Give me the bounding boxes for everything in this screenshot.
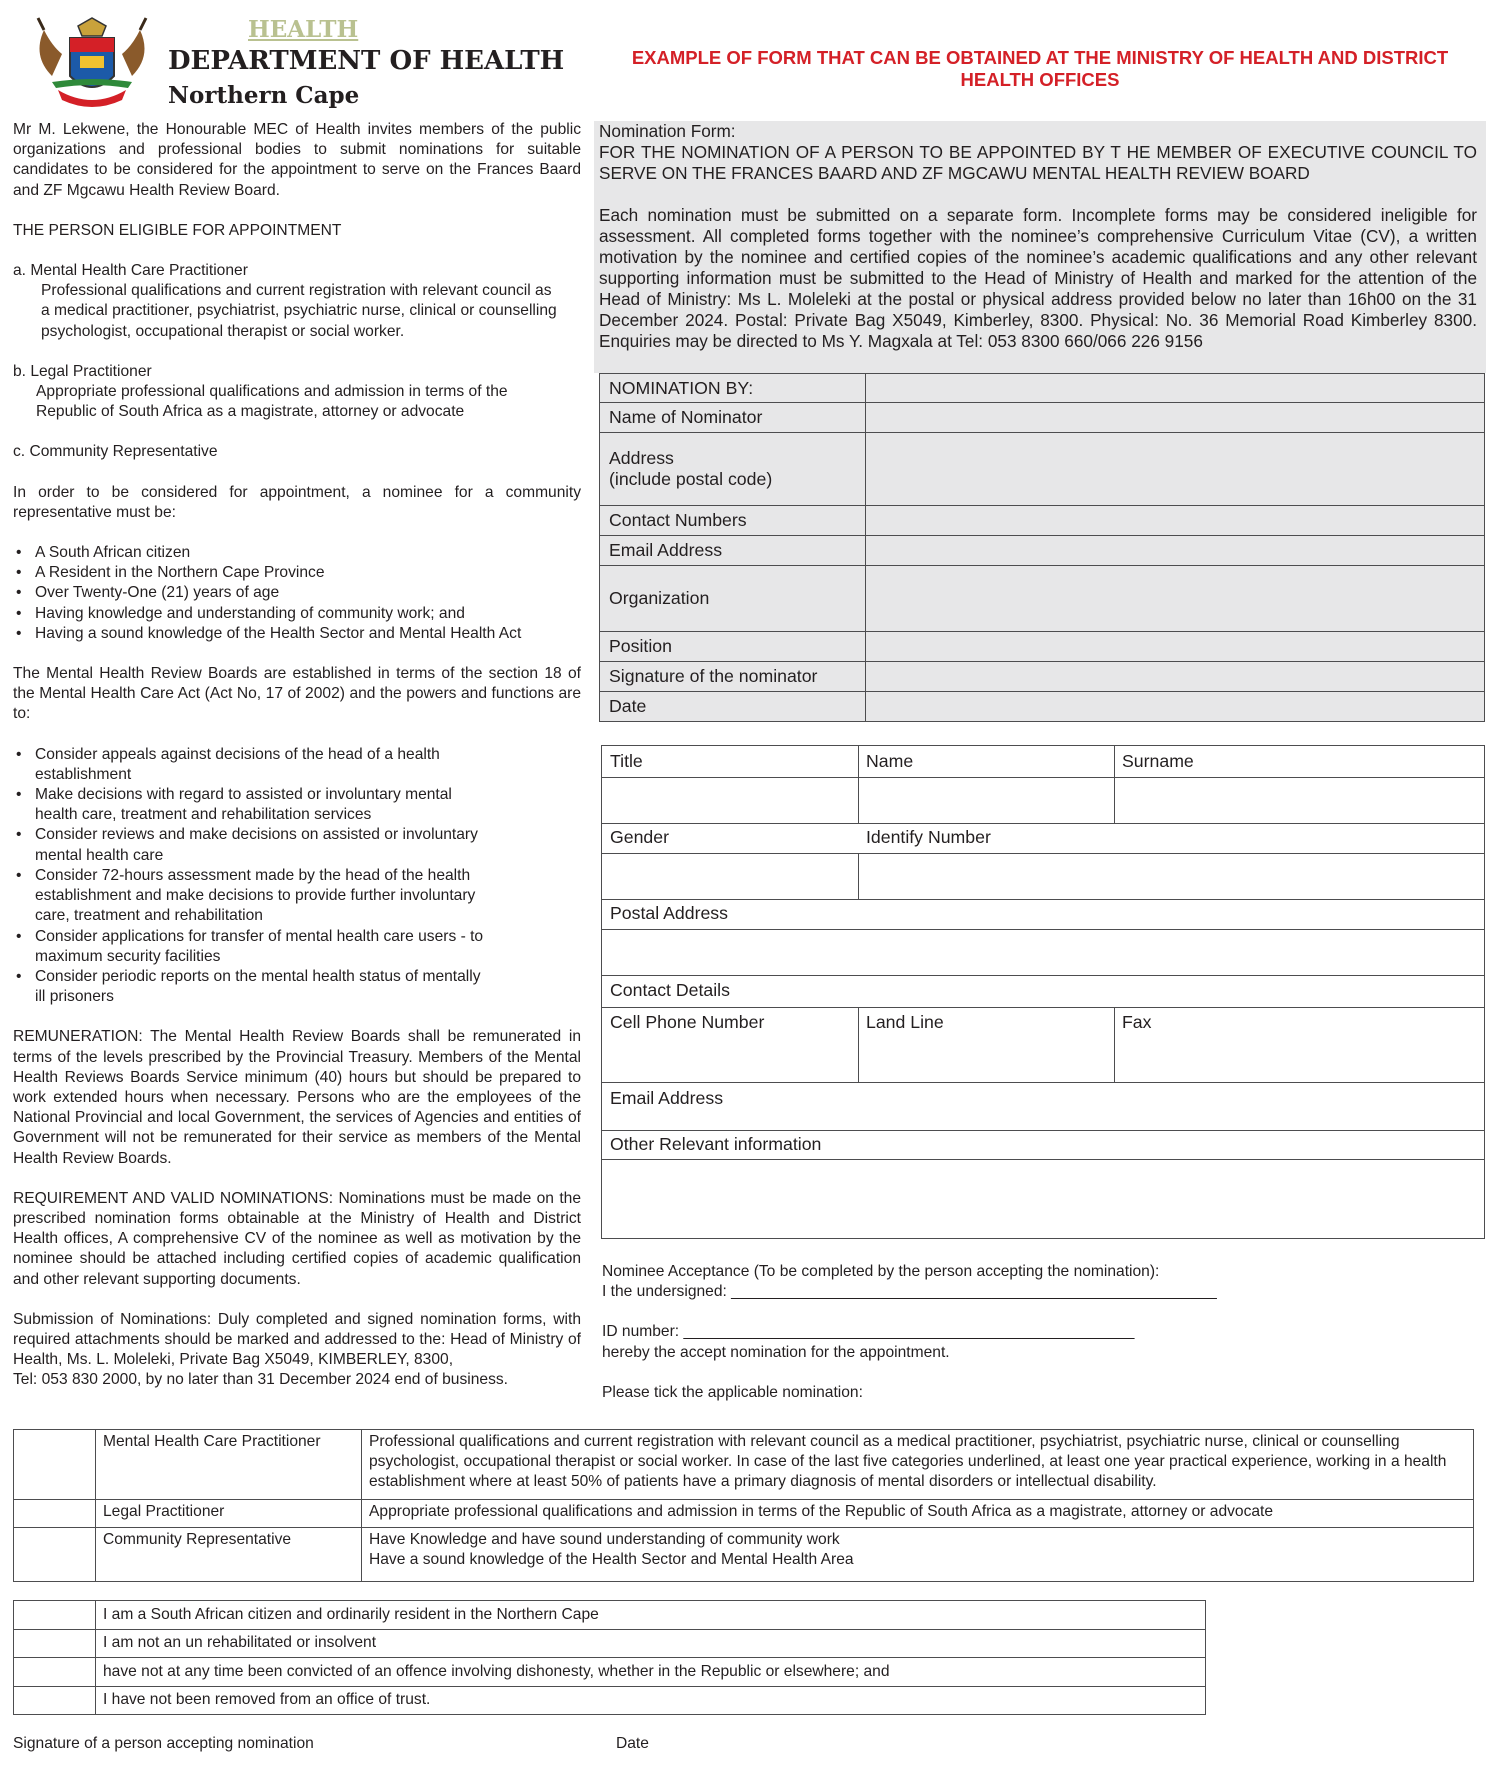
requirement-paragraph: REQUIREMENT AND VALID NOMINATIONS: Nominations must be made on the prescribed nomination forms obtainable at the Ministry of Health and District Health offices, A comprehensive CV of the nominee as well as motivation by the nominee should be attached including certified copies of academic qualification and other relevant supporting documents. xyxy=(13,1189,581,1288)
nominator-date-field[interactable] xyxy=(866,692,1485,722)
declaration-text: I have not been removed from an office of trust. xyxy=(96,1686,1206,1715)
nominator-date-label: Date xyxy=(600,692,866,722)
tick-box-community[interactable] xyxy=(14,1528,96,1582)
nominator-position-label: Position xyxy=(600,632,866,662)
contact-details-label: Contact Details xyxy=(610,980,730,1000)
list-item: • Having knowledge and understanding of community work; and xyxy=(13,604,581,624)
land-line-field[interactable] xyxy=(859,1036,1114,1082)
tick-box-declaration[interactable] xyxy=(14,1686,96,1715)
signature-label: Signature of a person accepting nomination xyxy=(13,1735,314,1752)
description-line: Have a sound knowledge of the Health Sector and Mental Health Area xyxy=(369,1551,854,1568)
category-name: Community Representative xyxy=(96,1528,362,1582)
nominator-contact-label: Contact Numbers xyxy=(600,506,866,536)
nominee-postal-label: Postal Address xyxy=(610,903,728,923)
nominator-table xyxy=(599,373,1485,722)
item-a-title: a. Mental Health Care Practitioner xyxy=(13,262,248,280)
nominee-details-table xyxy=(601,745,1485,1239)
list-item: • Consider periodic reports on the mental health status of mentally xyxy=(13,967,581,987)
nominator-organization-label: Organization xyxy=(600,566,866,632)
nominee-title-field[interactable] xyxy=(602,778,858,823)
declaration-text: have not at any time been convicted of an offence involving dishonesty, whether in the Republic or elsewhere; and xyxy=(96,1658,1206,1687)
department-title: DEPARTMENT OF HEALTH xyxy=(168,46,565,76)
list-item: • Consider appeals against decisions of the head of a health xyxy=(13,745,581,765)
invitation-notice xyxy=(13,120,581,1391)
nominator-email-label: Email Address xyxy=(600,536,866,566)
cell-phone-label: Cell Phone Number xyxy=(610,1012,765,1032)
declaration-table xyxy=(13,1600,1206,1715)
nominator-signature-field[interactable] xyxy=(866,662,1485,692)
land-line-label: Land Line xyxy=(866,1012,944,1032)
category-description: Professional qualifications and current registration with relevant council as a medical practitioner, psychiatrist, psychiatric nurse, clinical or counselling psychologist, occupational therapist or social worker. In case of the last five categories underlined, at least one year practical experience, working in a health establishment where at least 50% of patients have a primary diagnosis of mental disorders or intellectual disability. xyxy=(362,1430,1474,1500)
nominee-acceptance xyxy=(602,1262,1482,1403)
board-powers-list xyxy=(13,745,581,1008)
fax-label: Fax xyxy=(1122,1012,1152,1032)
nominator-name-field[interactable] xyxy=(866,403,1485,433)
undersigned-line[interactable]: I the undersigned: ________________________________________________________ xyxy=(602,1283,1217,1301)
heading-blank-cell xyxy=(866,374,1485,403)
form-instructions: Each nomination must be submitted on a separate form. Incomplete forms may be considered ineligible for assessment. All completed forms together with the nominee’s comprehensive Curriculum Vitae (CV), a written motivation by the nominee and certified copies of the nominee’s academic qualifications and any other relevant supporting information must be submitted to the Head of Ministry of Health and marked for the attention of the Head of Ministry: Ms L. Moleleki at the postal or physical address provided below no later than 16h00 on the 31 December 2024. Postal: Private Bag X5049, Kimberley, 8300. Physical: No. 36 Memorial Road Kimberley 8300. Enquiries may be directed to Ms Y. Magxala at Tel: 053 8300 660/066 226 9156 xyxy=(599,205,1477,351)
tick-box-mental-health[interactable] xyxy=(14,1430,96,1500)
boards-intro: The Mental Health Review Boards are established in terms of the section 18 of the Mental Health Care Act (Act No, 17 of 2002) and the powers and functions are to: xyxy=(13,665,581,723)
form-label: Nomination Form: xyxy=(599,121,736,141)
nominee-email-label: Email Address xyxy=(610,1088,724,1108)
date-label: Date xyxy=(616,1735,649,1752)
nominee-title-label: Title xyxy=(610,751,643,771)
list-item-continuation: mental health care xyxy=(35,846,164,864)
list-item-continuation: health care, treatment and rehabilitation services xyxy=(35,806,372,824)
nomination-form-header xyxy=(599,121,1477,352)
nominee-surname-field[interactable] xyxy=(1115,778,1485,823)
example-form-banner: EXAMPLE OF FORM THAT CAN BE OBTAINED AT THE MINISTRY OF HEALTH AND DISTRICT HEALTH OFFICES xyxy=(631,47,1449,90)
item-c-title: c. Community Representative xyxy=(13,443,218,461)
list-item-continuation: ill prisoners xyxy=(35,988,114,1006)
health-wordmark: HEALTH xyxy=(248,16,359,43)
province-title: Northern Cape xyxy=(168,82,360,109)
submission-paragraph: Submission of Nominations: Duly completed and signed nomination forms, with required attachments should be marked and addressed to the: Head of Ministry of Health, Ms. L. Moleleki, Private Bag X5049, KIMBERLEY, 8300, xyxy=(13,1310,581,1369)
list-item: • Consider 72-hours assessment made by the head of the health xyxy=(13,866,581,886)
declaration-text: I am a South African citizen and ordinarily resident in the Northern Cape xyxy=(96,1601,1206,1630)
other-info-field[interactable] xyxy=(602,1160,1485,1238)
form-title: FOR THE NOMINATION OF A PERSON TO BE APPOINTED BY T HE MEMBER OF EXECUTIVE COUNCIL TO SERVE ON THE FRANCES BAARD AND ZF MGCAWU MENTAL HEALTH REVIEW BOARD xyxy=(599,142,1477,183)
nominator-email-field[interactable] xyxy=(866,536,1485,566)
list-item: • Over Twenty-One (21) years of age xyxy=(13,583,581,603)
nominator-address-label: Address (include postal code) xyxy=(600,433,866,506)
list-item-continuation: establishment xyxy=(35,765,132,783)
nomination-by-heading: NOMINATION BY: xyxy=(600,374,866,403)
item-b-title: b. Legal Practitioner xyxy=(13,362,152,380)
cell-phone-field[interactable] xyxy=(602,1036,858,1082)
description-line: Have Knowledge and have sound understanding of community work xyxy=(369,1531,840,1548)
nominee-name-field[interactable] xyxy=(859,778,1114,823)
nominator-name-label: Name of Nominator xyxy=(600,403,866,433)
nominator-position-field[interactable] xyxy=(866,632,1485,662)
category-name: Legal Practitioner xyxy=(96,1500,362,1528)
nominator-address-field[interactable] xyxy=(866,433,1485,506)
nominee-surname-label: Surname xyxy=(1122,751,1194,771)
intro-paragraph: Mr M. Lekwene, the Honourable MEC of Health invites members of the public organizations and professional bodies to submit nominations for suitable candidates to be considered for the appointment to serve on the Frances Baard and ZF Mgcawu Health Review Board. xyxy=(13,121,581,199)
coat-of-arms-logo xyxy=(22,16,162,116)
acceptance-instruction: Nominee Acceptance (To be completed by the person accepting the nomination): xyxy=(602,1263,1160,1280)
community-intro: In order to be considered for appointment, a nominee for a community representative must be: xyxy=(13,483,581,521)
nominator-signature-label: Signature of the nominator xyxy=(600,662,866,692)
item-a-text: Professional qualifications and current registration with relevant council as a medical practitioner, psychiatrist, psychiatric nurse, clinical or counselling psychologist, occupational therapist or social worker. xyxy=(41,282,557,340)
eligible-heading: THE PERSON ELIGIBLE FOR APPOINTMENT xyxy=(13,221,342,239)
list-item: • Consider reviews and make decisions on assisted or involuntary xyxy=(13,825,581,845)
tick-box-legal[interactable] xyxy=(14,1500,96,1528)
item-b-text: Appropriate professional qualifications and admission in terms of the Republic of South Africa as a magistrate, attorney or advocate xyxy=(36,383,508,421)
tick-instruction: Please tick the applicable nomination: xyxy=(602,1383,863,1401)
category-name: Mental Health Care Practitioner xyxy=(96,1430,362,1500)
list-item: • A South African citizen xyxy=(13,543,581,563)
list-item-continuation: establishment and make decisions to provide further involuntary care, treatment and rehabilitation xyxy=(35,887,476,925)
list-item: • Consider applications for transfer of mental health care users - to xyxy=(13,927,581,947)
community-requirements-list xyxy=(13,543,581,644)
list-item-continuation: maximum security facilities xyxy=(35,947,221,965)
nominee-name-label: Name xyxy=(866,751,914,771)
nominee-id-field[interactable] xyxy=(859,854,1485,899)
list-item: • Make decisions with regard to assisted or involuntary mental xyxy=(13,785,581,805)
tick-box-declaration[interactable] xyxy=(14,1658,96,1687)
other-info-label: Other Relevant information xyxy=(610,1134,822,1154)
nominee-id-label: Identify Number xyxy=(866,827,991,847)
nominator-contact-field[interactable] xyxy=(866,506,1485,536)
submission-contact: Tel: 053 830 2000, by no later than 31 December 2024 end of business. xyxy=(13,1371,509,1389)
nominee-postal-field[interactable] xyxy=(602,930,1485,975)
acceptance-statement: hereby the accept nomination for the appointment. xyxy=(602,1343,950,1361)
nominator-organization-field[interactable] xyxy=(866,566,1485,632)
category-description: Appropriate professional qualifications and admission in terms of the Republic of South Africa as a magistrate, attorney or advocate xyxy=(362,1500,1474,1528)
nominee-email-field[interactable] xyxy=(602,1083,1485,1130)
nominee-gender-label: Gender xyxy=(610,827,669,847)
list-item: • A Resident in the Northern Cape Province xyxy=(13,563,581,583)
tick-box-declaration[interactable] xyxy=(14,1629,96,1658)
id-number-line[interactable]: ID number: ____________________________________________________ xyxy=(602,1323,1135,1341)
fax-field[interactable] xyxy=(1115,1036,1485,1082)
list-item: • Having a sound knowledge of the Health Sector and Mental Health Act xyxy=(13,624,581,644)
remuneration-paragraph: REMUNERATION: The Mental Health Review Boards shall be remunerated in terms of the levels prescribed by the Provincial Treasury. Members of the Mental Health Reviews Boards Service minimum (40) hours but should be prepared to work extended hours when necessary. Persons who are the employees of the National Provincial and local Government, the services of Agencies and entities of Government will not be remunerated for their service as members of the Mental Health Review Boards. xyxy=(13,1028,581,1167)
nomination-category-table xyxy=(13,1429,1474,1582)
tick-box-declaration[interactable] xyxy=(14,1601,96,1630)
declaration-text: I am not an un rehabilitated or insolvent xyxy=(96,1629,1206,1658)
category-description xyxy=(362,1528,1474,1582)
nominee-gender-field[interactable] xyxy=(602,854,858,899)
